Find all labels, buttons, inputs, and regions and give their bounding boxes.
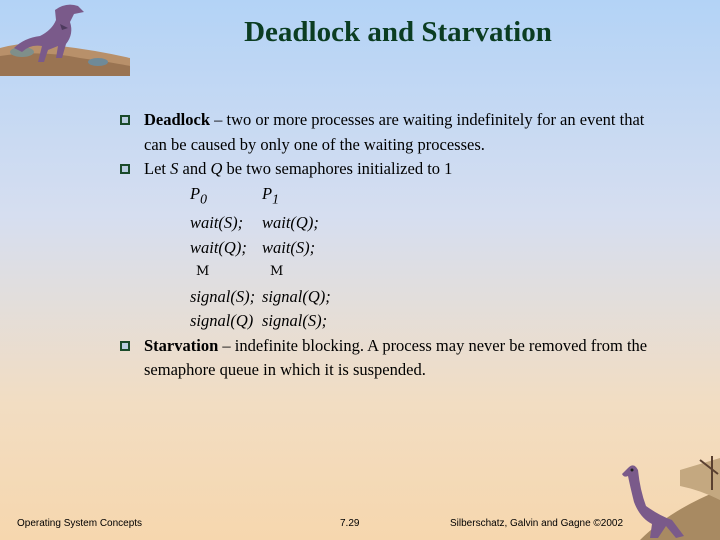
code-row xyxy=(190,285,660,310)
bullet-marker-icon xyxy=(120,115,130,125)
bullet-list xyxy=(120,108,660,383)
bullet-semaphores xyxy=(120,157,660,182)
term-starvation: Starvation xyxy=(144,335,219,355)
code-cell: wait(S); xyxy=(190,213,244,233)
semaphore-text-post: be two semaphores initialized to 1 xyxy=(222,159,453,178)
code-row xyxy=(190,309,660,334)
footer-right: Silberschatz, Galvin and Gagne ©2002 xyxy=(450,518,624,529)
code-cell: signal(S); xyxy=(262,311,328,331)
deadlock-definition: – two or more processes are waiting indefinitely for an event that can be caused by only one of the waiting processes. xyxy=(144,110,645,154)
process-p0: $P_0$ xyxy=(190,183,207,206)
code-cell: signal(S); xyxy=(190,286,256,306)
semaphore-q: Q xyxy=(210,159,223,178)
code-cell: wait(Q); xyxy=(262,213,319,233)
bullet-marker-icon xyxy=(120,341,130,351)
code-cell: wait(S); xyxy=(262,237,316,257)
code-row xyxy=(190,236,660,261)
bullet-deadlock xyxy=(120,108,660,157)
ellipsis-glyph: M xyxy=(196,264,209,280)
semaphore-text-mid: and xyxy=(178,159,211,178)
ellipsis-glyph: M xyxy=(270,264,283,280)
term-deadlock: Deadlock xyxy=(144,110,210,129)
process-p1: $P_1$ xyxy=(262,183,279,206)
code-cell: signal(Q); xyxy=(262,286,331,306)
footer-page-number: 7.29 xyxy=(340,518,360,529)
code-example xyxy=(190,182,660,334)
code-row xyxy=(190,260,660,285)
bullet-marker-icon xyxy=(120,164,130,174)
semaphore-s: S xyxy=(170,159,179,178)
semaphore-text-pre: Let xyxy=(144,159,171,178)
bullet-starvation xyxy=(120,334,660,383)
footer-left: Operating System Concepts xyxy=(17,518,143,529)
code-cell: wait(Q); xyxy=(190,237,247,257)
code-header-row xyxy=(190,182,660,212)
code-row xyxy=(190,211,660,236)
starvation-definition: – indefinite blocking. A process may never be removed from the semaphore queue in which it is suspended. xyxy=(144,335,648,380)
code-cell: signal(Q) xyxy=(190,311,254,331)
slide-title: Deadlock and Starvation xyxy=(244,16,552,48)
